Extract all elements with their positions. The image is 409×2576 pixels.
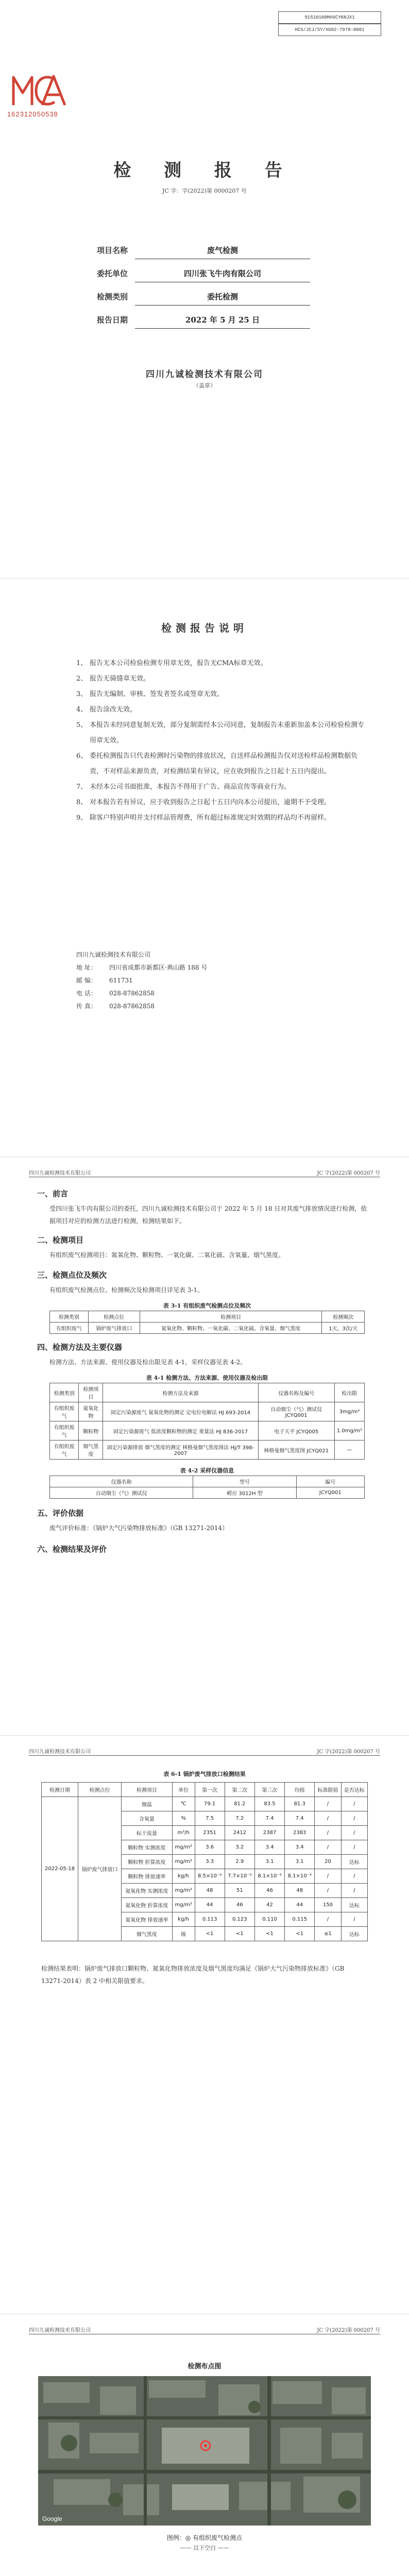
results-table: 检测日期 检测点位 检测项目 单位 第一次 第二次 第三次 均值 标准限值 是否达标 2022-05-18 锅炉废气排放口 烟温 ℃ 79.1 81.2 83.5 81.3 / / 含氧量 % 7.5 7.2 7.4 7.4 / / 标干流量 m³/h 2351 2412 2387 2383 / / 颗粒物 实测浓度 mg/m³ 3.6 3.2 3.4 3.4 / / 颗粒物 折算浓度 mg/m³ 3.3 2.9 3.1 3.1 20 达标 颗粒物 排放速率 kg/h 8.5×10⁻³ 7.7×10⁻³ 8.1×10⁻³ 8.1×10⁻³ / / 氮氧化物 实测浓度 mg/m³ 48 51 46 48 / / 氮氧化物 折算浓度 mg/m³ 44 46 42 44 150 达标 氮氧化物 排放速率 kg/h 0.113 0.123 0.110 0.115 / / 烟气黑度 级 <1 <1 <1 <1 ≤1 达标: [41, 1782, 368, 1941]
notice-item: 7、 未经本公司书面批准，本报告不得用于广告、商品宣传等商业行为。: [76, 783, 291, 791]
table-row: 颗粒物 实测浓度 mg/m³ 3.6 3.2 3.4 3.4 / /: [42, 1840, 368, 1855]
cma-stamp-number: 162312050538: [7, 110, 58, 118]
section-title-items: 二、检测项目: [37, 1235, 84, 1245]
field-value-project: 废气检测: [135, 245, 310, 259]
satellite-map: [38, 2376, 371, 2526]
company-seal-note: （盖章）: [193, 382, 216, 389]
notice-title: 检测报告说明: [161, 622, 248, 634]
table-header: 检测点位: [88, 1311, 140, 1323]
table-caption-3-1: 表 3-1 有组织废气检测点位及频次: [163, 1302, 251, 1309]
report-title: 检 测 报 告: [113, 160, 296, 181]
table-4-2: 仪器名称 型号 编号 自动烟尘（气）测试仪 崂应 3012H 型 JCYQ001: [49, 1476, 365, 1499]
page-header-report-no: JC 字(2022)第 000207 号: [317, 1749, 380, 1755]
table-row: 颗粒物 排放速率 kg/h 8.5×10⁻³ 7.7×10⁻³ 8.1×10⁻³ 8.1×10⁻³ / /: [42, 1869, 368, 1884]
map-title: 检测布点图: [188, 2363, 221, 2370]
blank-below-note: —— 以下空白 ——: [180, 2545, 229, 2551]
table-caption-4-1: 表 4-1 检测方法、方法来源、使用仪器及检出限: [146, 1375, 268, 1381]
notice-item: 5、 本报告未经同意复制无效，部分复制需经本公司同意，复制报告未重新加盖本公司检验检测专用章无效。: [76, 721, 365, 744]
section-title-preface: 一、前言: [37, 1189, 69, 1198]
header-rule: [29, 1755, 380, 1756]
notice-item: 1、 报告无本公司检验检测专用章无效，报告无CMA标章无效。: [76, 659, 267, 667]
table-header: 检测频次: [322, 1311, 365, 1323]
field-value-client: 四川张飞牛肉有限公司: [135, 268, 310, 282]
contact-postcode: 611731: [109, 977, 133, 984]
field-label-date: 报告日期: [96, 315, 128, 325]
document-code-box: HCX/JCJ/SY/XG02-7978-0001: [278, 24, 381, 36]
notice-item: 9、 除客户特别声明并支付样品管理费，所有超过标准规定时效期的样品均不再留样。: [76, 814, 331, 822]
field-label-client: 委托单位: [96, 269, 128, 278]
section-text-points: 有组织废气检测点位、检测频次及检测项目详见表 3-1。: [49, 1286, 204, 1294]
section-text-items: 有组织废气检测项目：氮氧化物、颗粒物、一氧化碳、二氧化硫、含氧量、烟气黑度。: [49, 1251, 285, 1259]
notice-item: 2、 报告无骑缝章无效。: [76, 675, 150, 683]
contact-fax: 028-87862858: [109, 1003, 155, 1010]
results-page: [0, 1736, 409, 2314]
results-note: 检测结果表明：锅炉废气排放口颗粒物、氮氧化物排放浓度及烟气黑度均满足《锅炉大气污染物排放标准》（GB 13271-2014）表 2 中相关限值要求。: [41, 1965, 345, 1985]
section-title-standard: 五、评价依据: [37, 1509, 84, 1518]
table-row: 标干流量 m³/h 2351 2412 2387 2383 / /: [42, 1826, 368, 1840]
table-row: 氮氧化物 实测浓度 mg/m³ 48 51 46 48 / /: [42, 1884, 368, 1898]
notice-item: 4、 报告涂改无效。: [76, 706, 137, 714]
notice-item: 8、 对本报告若有异议，应于收到报告之日起十五日内向本公司提出，逾期不予受理。: [76, 799, 331, 806]
section-title-points: 三、检测点位及频次: [37, 1270, 107, 1280]
table-row: 有组织废气 锅炉废气排放口 氮氧化物、颗粒物、一氧化碳、二氧化硫、含氧量、烟气黑度 1天，3次/天: [50, 1323, 365, 1334]
satellite-map-image: [38, 2376, 371, 2526]
report-number: JC 字：字(2022)第 0000207 号: [162, 188, 247, 194]
map-page: [0, 2314, 409, 2576]
body-page: [0, 1157, 409, 1736]
contact-block: 四川九诚检测技术有限公司 地 址： 四川省成都市新都区·典山路 188 号 邮 编： 611731 电 话： 028-87862858 传 真： 028-87862858: [76, 948, 344, 1013]
page-header-report-no: JC 字(2022)第 000207 号: [317, 2328, 380, 2333]
notice-item: 6、 委托检测报告只代表检测时污染物的排放状况，自送样品检测报告仅对送检样品检测数据负责，不对样品来源负责，对检测结果有异议，应在收到报告之日起十五日内提出。: [76, 752, 358, 775]
result-point: 锅炉废气排放口: [78, 1797, 122, 1941]
cma-stamp-logo: [10, 72, 68, 108]
section-title-results: 六、检测结果及评价: [37, 1545, 107, 1554]
section-text-methods: 检测方法、方法来源、使用仪器及检出限见表 4-1，采样仪器见表 4-2。: [49, 1359, 247, 1366]
table-row: 2022-05-18 锅炉废气排放口 烟温 ℃ 79.1 81.2 83.5 81.3 / /: [42, 1797, 368, 1811]
section-text-standard: 废气评价标准：《锅炉大气污染物排放标准》（GB 13271-2014）: [49, 1524, 228, 1532]
table-row: 有组织废气 氮氧化物 固定污染源废气 氮氧化物的测定 定电位电解法 HJ 693-2014 自动烟尘（气）测试仪 JCYQ001 3mg/m³: [50, 1402, 365, 1421]
table-row: 含氧量 % 7.5 7.2 7.4 7.4 / /: [42, 1811, 368, 1826]
cover-page: [0, 0, 409, 579]
table-row: 自动烟尘（气）测试仪 崂应 3012H 型 JCYQ001: [50, 1487, 365, 1499]
notice-page: [0, 579, 409, 1157]
table-row: 有组织废气 烟气黑度 固定污染源排放 烟气黑度的测定 林格曼烟气黑度图法 HJ/T 398-2007 林格曼烟气黑度图 JCYQ021 —: [50, 1440, 365, 1460]
page-header-company: 四川九诚检测技术有限公司: [29, 1171, 91, 1176]
map-legend: 图例：◎ 有组织废气检测点: [166, 2534, 243, 2541]
field-label-project: 项目名称: [96, 246, 128, 255]
results-table-caption: 表 6-1 锅炉废气排放口检测结果: [163, 1771, 246, 1777]
map-watermark: Google: [42, 2515, 62, 2522]
table-row: 有组织废气 颗粒物 固定污染源废气 低浓度颗粒物的测定 重量法 HJ 836-2017 电子天平 JCYQ005 1.0mg/m³: [50, 1421, 365, 1440]
result-date: 2022-05-18: [42, 1797, 78, 1941]
table-row: 氮氧化物 折算浓度 mg/m³ 44 46 42 44 150 达标: [42, 1898, 368, 1912]
table-row: 烟气黑度 级 <1 <1 <1 <1 ≤1 达标: [42, 1927, 368, 1941]
contact-company: 四川九诚检测技术有限公司: [76, 951, 151, 958]
page-header-company: 四川九诚检测技术有限公司: [29, 2328, 91, 2333]
notice-list: [76, 656, 365, 826]
field-value-date: 2022 年 5 月 25 日: [135, 314, 310, 329]
table-caption-4-2: 表 4-2 采样仪器信息: [180, 1467, 234, 1474]
issuing-company: 四川九诚检测技术有限公司: [146, 369, 263, 380]
section-title-methods: 四、检测方法及主要仪器: [37, 1343, 123, 1352]
page-header-report-no: JC 字(2022)第 000207 号: [317, 1171, 380, 1176]
field-label-category: 检测类别: [96, 292, 128, 301]
page-header-company: 四川九诚检测技术有限公司: [29, 1749, 91, 1755]
contact-address: 四川省成都市新都区·典山路 188 号: [109, 964, 208, 971]
notice-item: 3、 报告无编制、审核、签发者签名或签章无效。: [76, 690, 224, 698]
credit-code-box: 91510100MA6CYKNJX1: [278, 11, 381, 24]
field-value-category: 委托检测: [135, 291, 310, 306]
table-header: 检测类别: [50, 1311, 89, 1323]
table-4-1: 检测类别 检测项目 检测方法及来源 仪器名称及编号 检出限 有组织废气 氮氧化物 固定污染源废气 氮氧化物的测定 定电位电解法 HJ 693-2014 自动烟尘（气）测试仪 JCYQ001 3mg/m³ 有组织废气 颗粒物 固定污染源废气 低浓度颗粒物的测定 重量法 HJ 836-2017 电子天平 JCYQ005 1.0mg/m³ 有组织废气 烟气黑度 固定污染源排放 烟气黑度的测定 林格曼烟气黑度图法 HJ/T 398-2007 林格曼烟气黑度图 JCYQ021 —: [49, 1383, 365, 1460]
table-row: 氮氧化物 排放速率 kg/h 0.113 0.123 0.110 0.115 / /: [42, 1912, 368, 1927]
section-text-preface: 受四川张飞牛肉有限公司的委托，四川九诚检测技术有限公司于 2022 年 5 月 18 日对其废气排放情况进行检测，依据项目对应的检测方法进行检测，检测结果如下。: [49, 1205, 367, 1225]
contact-phone: 028-87862858: [109, 990, 155, 997]
table-3-1: [49, 1311, 365, 1334]
table-row: 颗粒物 折算浓度 mg/m³ 3.3 2.9 3.1 3.1 20 达标: [42, 1855, 368, 1869]
table-header: 检测项目: [140, 1311, 322, 1323]
